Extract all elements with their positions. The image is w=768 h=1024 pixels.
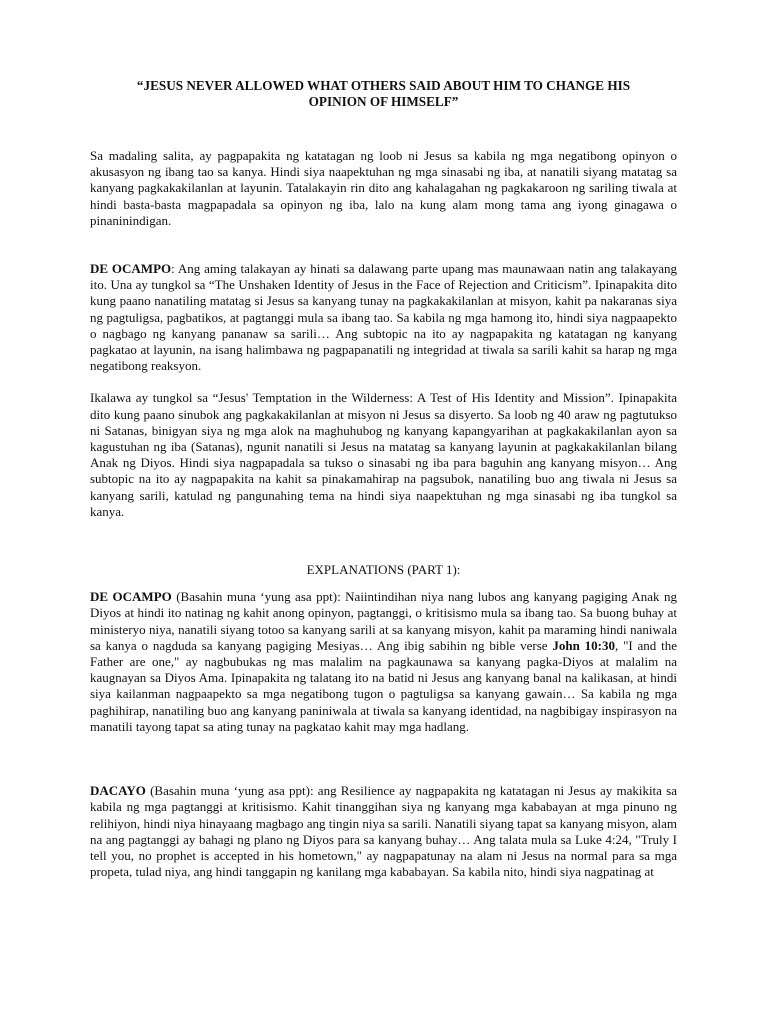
spacer <box>90 374 677 390</box>
dacayo-paragraph <box>90 783 677 880</box>
temptation-paragraph: Ikalawa ay tungkol sa “Jesus' Temptation in the Wilderness: A Test of His Identity and Mission”. Ipinapakita dito kung paano sinubok ang pagkakakilanlan at misyon ni Jesus sa disyerto. Sa loob ng 40 araw ng pagtutukso ni Satanas, binigyan siya ng mga alok na maghuhubog ng kanyang kapangyarihan at pagkakakilanlan ayon sa kagustuhan ng iba (Satanas), ngunit nanatili si Jesus na matatag sa kanyang layunin at pagkakakilanlan bilang Anak ng Diyos. Hindi siya nagpapadala sa tukso o sinasabi ng iba para baguhin ang kanyang misyon… Ang subtopic na ito ay nagpapakita na kahit sa pinakamahirap na pagsubok, nanatiling buo ang tiwala ni Jesus sa kanyang sarili, katulad ng pangunahing tema na hindi siya naapektuhan ng mga sinasabi ng iba tungkol sa kanya. <box>90 390 677 519</box>
bible-verse-reference: John 10:30 <box>552 637 615 653</box>
speaker-name: DE OCAMPO <box>90 589 172 605</box>
spacer <box>90 229 677 261</box>
document-title: “JESUS NEVER ALLOWED WHAT OTHERS SAID ABOUT HIM TO CHANGE HIS OPINION OF HIMSELF” <box>136 78 631 109</box>
spacer <box>90 520 677 562</box>
spacer <box>90 578 677 589</box>
de-ocampo-paragraph-2 <box>90 589 677 735</box>
spacer <box>90 735 677 783</box>
paragraph-text: , "I and the Father are one," ay nagbubukas ng mas malalim na pagkaunawa sa kanyang pagka-Diyos at malalim na kaugnayan sa Diyos Ama. Ipinapakita ng talatang ito na batid ni Jesus ang kanyang banal na kalikasan, at hindi siya kailanman nagpaapekto sa mga negatibong tugon o pagtuligsa sa kanyang gawain… Sa kabila ng mga paghihirap, nanatiling buo ang kanyang paniniwala at tiwala sa kanyang identidad, na nagbibigay inspirasyon na manatili tayong tapat sa ating tunay na pagkatao kahit may mga hadlang. <box>90 637 677 734</box>
speaker-name: DE OCAMPO <box>90 261 172 277</box>
section-heading: EXPLANATIONS (PART 1): <box>306 562 461 578</box>
intro-paragraph: Sa madaling salita, ay pagpapakita ng katatagan ng loob ni Jesus sa kabila ng mga negatibong opinyon o akusasyon ng ibang tao sa kanya. Hindi siya naapektuhan ng mga sinasabi ng iba, at nanatili siyang matatag sa kanyang pagkakakilanlan at layunin. Tatalakayin rin dito ang kahalagahan ng pagkakaroon ng sariling tiwala at hindi basta-basta magpapadala sa opinyon ng iba, lalo na kung alam mong tama ang iyong ginagawa o pinaninindigan. <box>90 148 677 228</box>
paragraph-text: (Basahin muna ‘yung asa ppt): Naiintindihan niya nang lubos ang kanyang pagiging Anak ng Diyos at hindi ito natinag ng kahit anong opinyon, pagtanggi, o kritisismo mula sa ibang tao. Sa buong buhay at ministeryo niya, nanatili siyang totoo sa kanyang sarili at sa kanyang misyon, kahit pa maraming hindi naniwala sa kanya o nagduda sa kanyang pagiging Mesiyas… Ang ibig sabihin ng bible verse <box>90 589 677 653</box>
speaker-name: DACAYO <box>90 783 146 799</box>
spacer <box>90 110 677 148</box>
paragraph-text: (Basahin muna ‘yung asa ppt): ang Resilience ay nagpapakita ng katatagan ni Jesus ay makikita sa kabila ng mga pagtanggi at kritisismo. Kahit tinanggihan siya ng kanyang mga kababayan at mga pinuno ng relihiyon, hindi niya hinayaang magbago ang tingin niya sa sarili. Nanatili siyang tapat sa kanyang misyon, alam na ang pagtanggi ay bahagi ng plano ng Diyos para sa kanyang buhay… Ang talata mula sa Luke 4:24, "Truly I tell you, no prophet is accepted in his hometown," ay nagpapatunay na alam ni Jesus na normal para sa mga propeta, tulad niya, ang hindi tanggapin ng kanilang mga kababayan. Sa kabila nito, hindi siya nagpatinag at <box>90 783 677 880</box>
document-page <box>90 78 677 880</box>
de-ocampo-paragraph-1 <box>90 261 677 374</box>
paragraph-text: : Ang aming talakayan ay hinati sa dalawang parte upang mas maunawaan natin ang talakayang ito. Una ay tungkol sa “The Unshaken Identity of Jesus in the Face of Rejection and Criticism”. Ipinapakita dito kung paano nanatiling matatag si Jesus sa kanyang tunay na pagkakakilanlan at misyon, kahit pa nakaranas siya ng pagtuligsa, pagbatikos, at pagtanggi mula sa ibang tao. Sa kabila ng mga hamong ito, hindi siya nagpaapekto o nagbago ng kanyang pananaw sa sarili… Ang subtopic na ito ay nagpapakita ng katatagan ng kanyang pagkatao at layunin, na isang halimbawa ng pagpapanatili ng integridad at tiwala sa sarili kahit sa harap ng mga negatibong reaksyon. <box>90 261 677 374</box>
